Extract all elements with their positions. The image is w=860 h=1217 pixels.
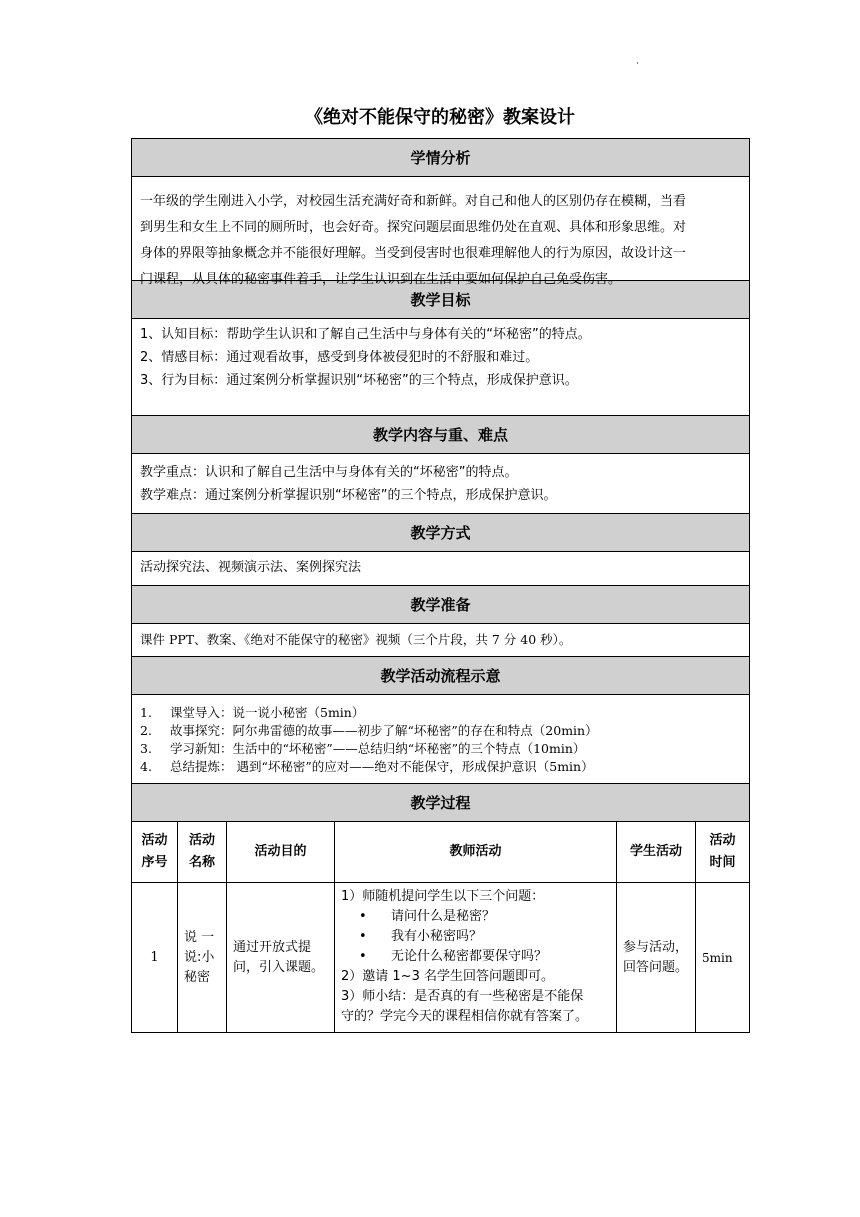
column-header-time: 活动 时间 [696,822,750,883]
cell-teacher [335,883,617,1033]
flow-item-text: 故事探究：阿尔弗雷德的故事——初步了解“坏秘密”的存在和特点（20min） [170,723,598,738]
section-heading-content: 教学内容与重、难点 [132,416,749,454]
analysis-body [132,177,749,287]
flow-item-text: 课堂导入：说一说小秘密（5min） [170,705,365,720]
flow-item [140,704,741,722]
cell-name: 说 一 说:小 秘密 [178,883,227,1033]
flow-item-number: 3. [140,741,152,756]
lesson-plan-table [131,138,750,1033]
flow-item [140,758,741,776]
content-body [132,454,749,514]
cell-student: 参与活动， 回答问题。 [617,883,696,1033]
teacher-bullet: • 我有小秘密吗？ [359,929,483,944]
goal-line: 1、认知目标：帮助学生认识和了解自己生活中与身体有关的“坏秘密”的特点。 [140,327,591,342]
flow-item-number: 1. [140,705,152,720]
analysis-line: 门课程，从具体的秘密事件着手，让学生认识到在生活中要如何保护自己免受伤害。 [140,272,622,287]
column-header-purpose: 活动目的 [227,822,335,883]
goals-body [132,319,749,416]
cell-seq: 1 [132,883,178,1033]
page-mark: · [636,59,639,69]
flow-item [140,722,741,740]
prep-text: 课件 PPT、教案、《绝对不能保守的秘密》视频（三个片段，共 7 分 40 秒）。 [140,632,572,647]
process-table [131,821,750,1033]
process-header-row [132,822,750,883]
analysis-line: 一年级的学生刚进入小学，对校园生活充满好奇和新鲜。对自己和他人的区别仍存在模糊，当看 [140,194,687,209]
teacher-step: 3）师小结：是否真的有一些秘密是不能保 [341,989,584,1004]
section-heading-prep: 教学准备 [132,586,749,624]
teacher-step: 1）师随机提问学生以下三个问题： [341,889,545,904]
method-body [132,552,749,586]
flow-item [140,740,741,758]
goal-line: 3、行为目标：通过案例分析掌握识别“坏秘密”的三个特点，形成保护意识。 [140,373,578,388]
flow-item-text: 总结提炼： 遇到“坏秘密”的应对——绝对不能保守，形成保护意识（5min） [170,759,594,774]
teacher-bullet: • 无论什么秘密都要保守吗？ [359,949,548,964]
document-title: 《绝对不能保守的秘密》教案设计 [305,107,575,128]
method-text: 活动探究法、视频演示法、案例探究法 [140,560,362,575]
content-line: 教学重点：认识和了解自己生活中与身体有关的“坏秘密”的特点。 [140,465,518,480]
flow-item-text: 学习新知：生活中的“坏秘密”——总结归纳“坏秘密”的三个特点（10min） [170,741,586,756]
flow-body [132,695,749,784]
cell-time: 5min [696,883,750,1033]
section-heading-method: 教学方式 [132,514,749,552]
flow-item-number: 4. [140,759,152,774]
content-line: 教学难点：通过案例分析掌握识别“坏秘密”的三个特点，形成保护意识。 [140,488,557,503]
goal-line: 2、情感目标：通过观看故事，感受到身体被侵犯时的不舒服和难过。 [140,350,539,365]
section-heading-goals: 教学目标 [132,281,749,319]
column-header-name: 活动 名称 [178,822,227,883]
analysis-line: 到男生和女生上不同的厕所时，也会好奇。探究问题层面思维仍处在直观、具体和形象思维。对 [140,220,687,235]
cell-purpose: 通过开放式提 问，引入课题。 [227,883,335,1033]
section-heading-flow: 教学活动流程示意 [132,657,749,695]
analysis-line: 身体的界限等抽象概念并不能很好理解。当受到侵害时也很难理解他人的行为原因，故设计这一 [140,246,687,261]
prep-body [132,624,749,657]
teacher-step: 守的？学完今天的课程相信你就有答案了。 [341,1009,589,1024]
column-header-teacher: 教师活动 [335,822,617,883]
table-row [132,883,750,1033]
column-header-seq: 活动 序号 [132,822,178,883]
flow-item-number: 2. [140,723,152,738]
teacher-step: 2）邀请 1~3 名学生回答问题即可。 [341,969,554,984]
column-header-student: 学生活动 [617,822,696,883]
section-heading-process: 教学过程 [132,784,749,822]
teacher-bullet: • 请问什么是秘密？ [359,909,496,924]
section-heading-analysis: 学情分析 [132,139,749,177]
